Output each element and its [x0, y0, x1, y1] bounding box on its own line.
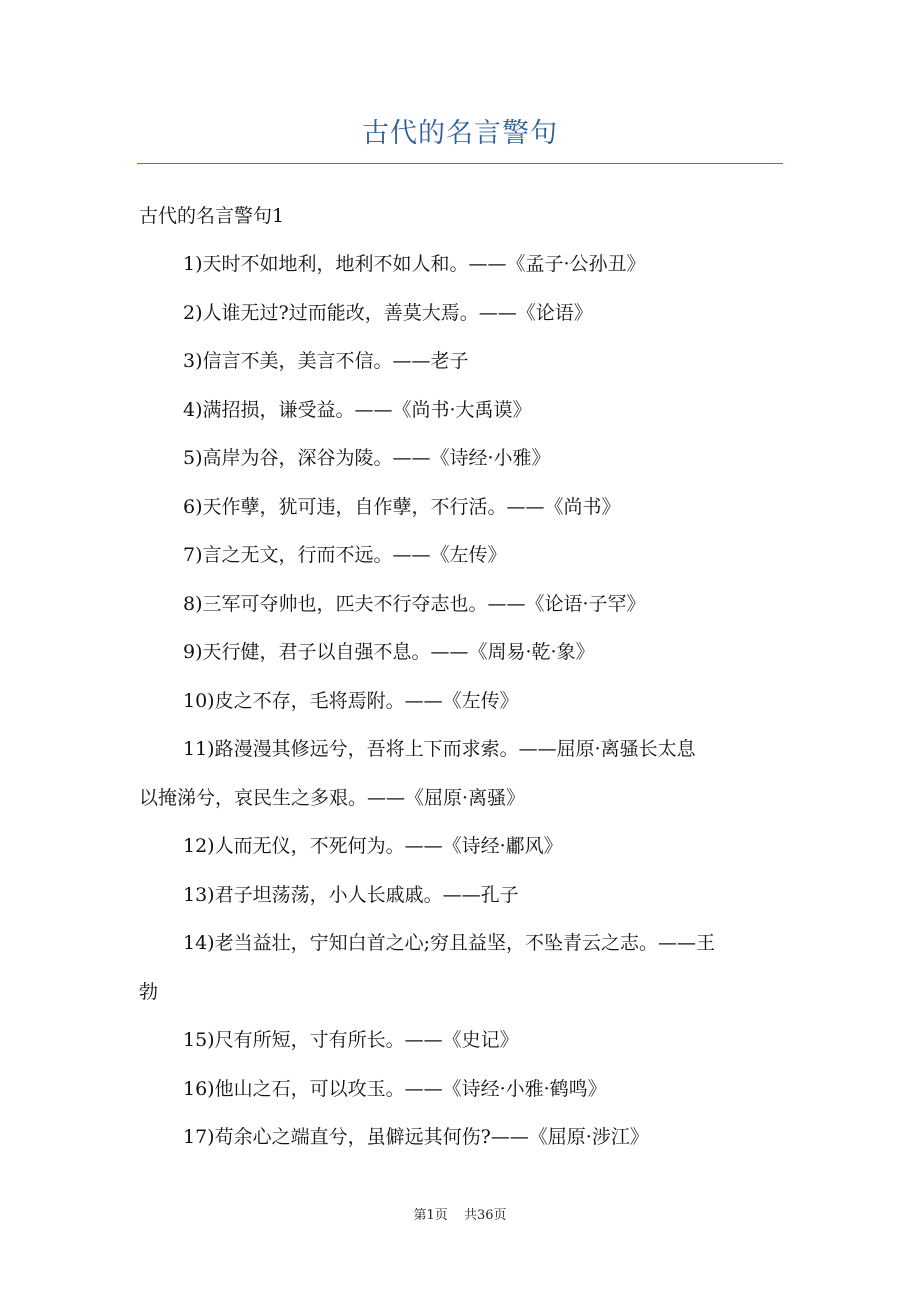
- quote-line: 11)路漫漫其修远兮，吾将上下而求索。——屈原·离骚长太息: [183, 738, 696, 760]
- quote-line: 6)天作孽，犹可违，自作孽，不行活。——《尚书》: [183, 495, 621, 518]
- quote-line: 12)人而无仪，不死何为。——《诗经·鄘风》: [183, 835, 563, 857]
- quote-line: 2)人谁无过?过而能改，善莫大焉。——《论语》: [183, 301, 593, 324]
- title-divider: [137, 163, 783, 164]
- quote-line: 13)君子坦荡荡，小人长戚戚。——孔子: [183, 883, 519, 906]
- page-footer: [0, 1206, 920, 1226]
- quote-line-continuation: 以掩涕兮，哀民生之多艰。——《屈原·离骚》: [139, 786, 526, 809]
- quote-list: [139, 240, 785, 1162]
- quote-line-continuation: 勃: [139, 980, 159, 1003]
- section-heading: 古代的名言警句1: [139, 205, 285, 227]
- quote-line: 17)苟余心之端直兮，虽僻远其何伤?——《屈原·涉江》: [183, 1126, 649, 1148]
- quote-line: 9)天行健，君子以自强不息。——《周易·乾·象》: [183, 641, 595, 663]
- document-title: 古代的名言警句: [362, 118, 558, 149]
- quote-line: 10)皮之不存，毛将焉附。——《左传》: [183, 689, 519, 712]
- page-number: 第1页: [413, 1208, 448, 1223]
- quote-line: 4)满招损，谦受益。——《尚书·大禹谟》: [183, 398, 532, 421]
- quote-line: 5)高岸为谷，深谷为陵。——《诗经·小雅》: [183, 447, 551, 469]
- document-body: [139, 192, 785, 1162]
- quote-line: 3)信言不美，美言不信。——老子: [183, 350, 469, 372]
- quote-line: 7)言之无文，行而不远。——《左传》: [183, 544, 507, 566]
- quote-line: 15)尺有所短，寸有所长。——《史记》: [183, 1029, 519, 1051]
- quote-line: 8)三军可夺帅也，匹夫不行夺志也。——《论语·子罕》: [183, 592, 646, 615]
- quote-line: 1)天时不如地利，地利不如人和。——《孟子·公孙丑》: [183, 253, 646, 275]
- page-total: 共36页: [463, 1208, 507, 1223]
- quote-line: 16)他山之石，可以攻玉。——《诗经·小雅·鹤鸣》: [183, 1077, 607, 1100]
- quote-line: 14)老当益壮，宁知白首之心;穷且益坚，不坠青云之志。——王: [183, 932, 715, 954]
